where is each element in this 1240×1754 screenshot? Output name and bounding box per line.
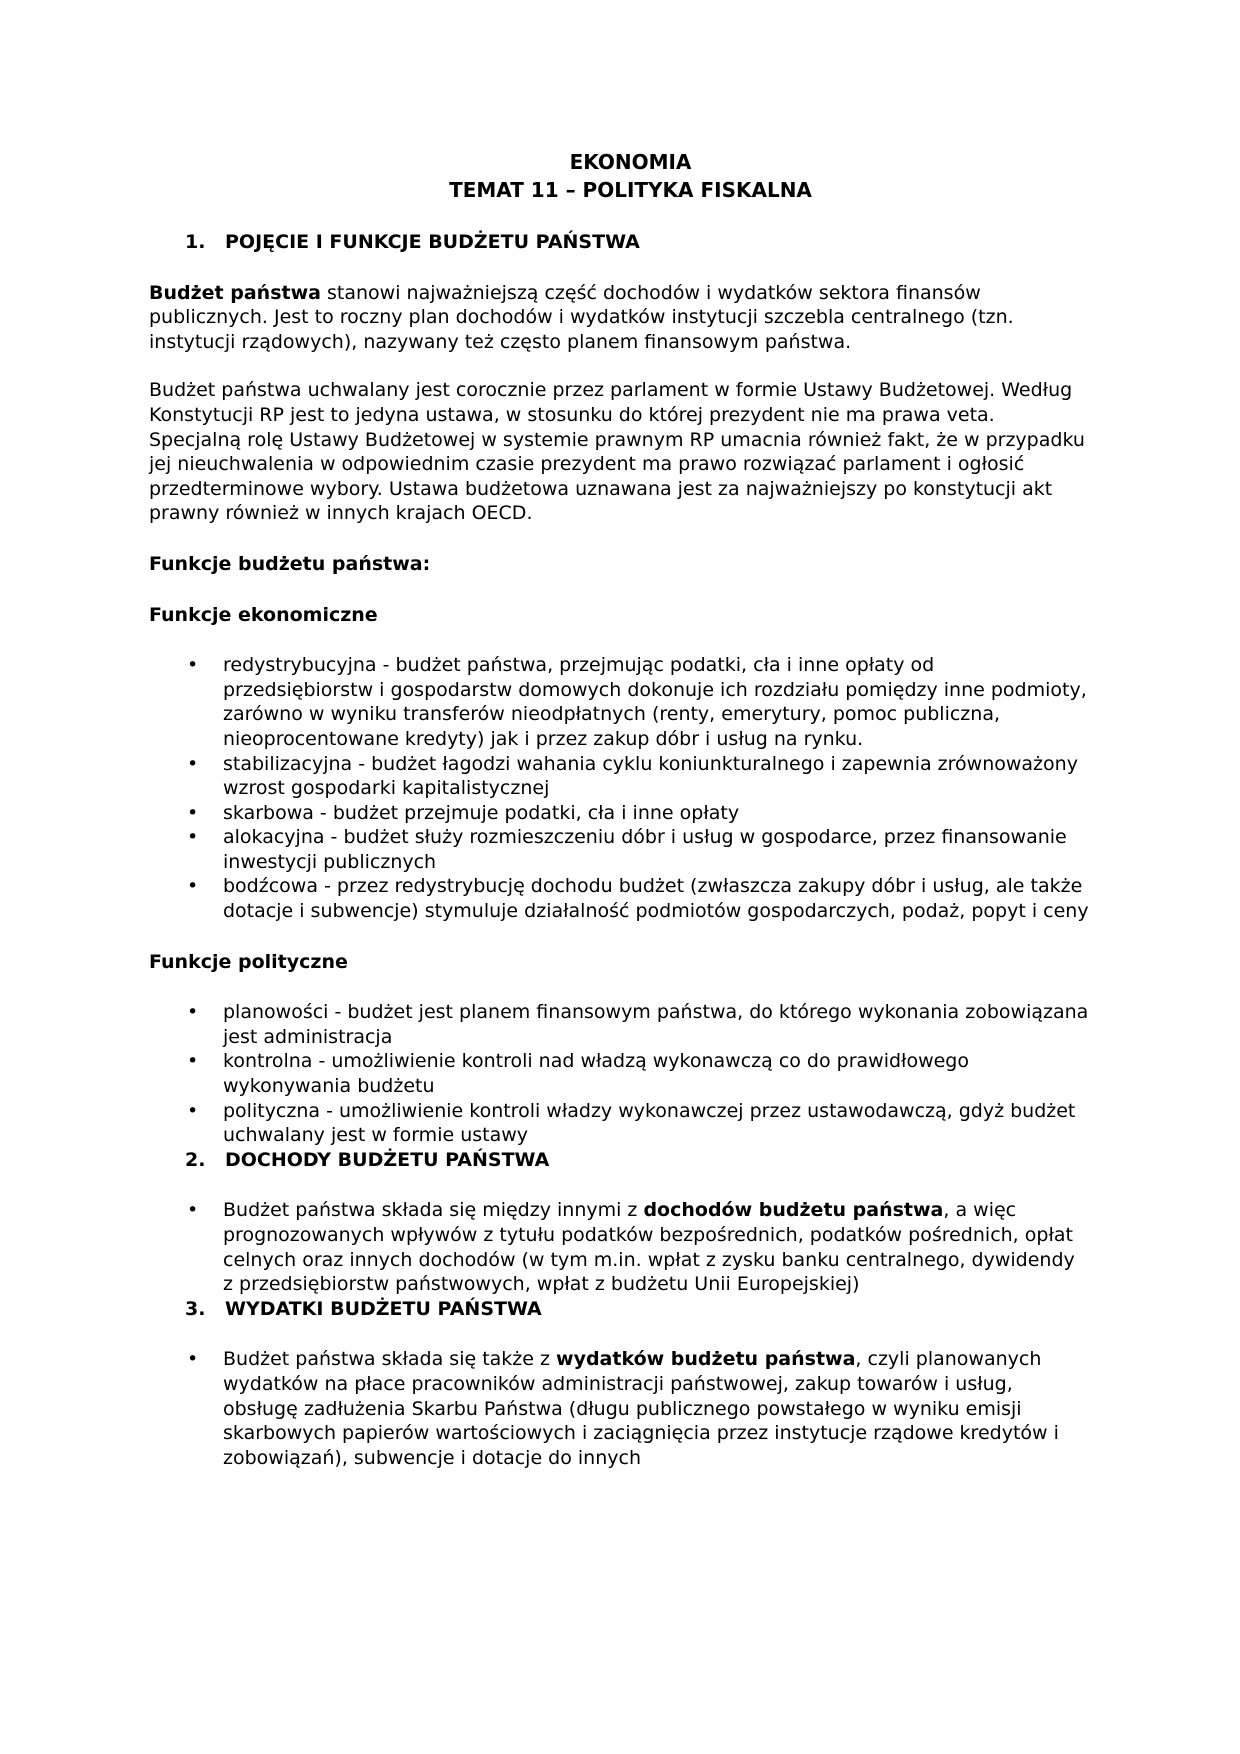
term-dochody-budzetu: dochodów budżetu państwa — [643, 1199, 944, 1222]
economic-functions-heading: Funkcje ekonomiczne — [149, 603, 378, 626]
list-item: • polityczna - umożliwienie kontroli władzy wykonawczej przez ustawodawczą, gdyż budżet uchwalany jest w formie ustawy — [149, 1099, 1090, 1148]
title-block — [171, 148, 1090, 204]
political-functions-list — [149, 1000, 1090, 1148]
expenditure-list — [149, 1347, 1090, 1470]
document-title: EKONOMIA — [569, 150, 692, 174]
revenue-item-pre: Budżet państwa składa się między innymi z — [223, 1199, 644, 1222]
document-subtitle: TEMAT 11 – POLITYKA FISKALNA — [449, 178, 812, 202]
section-3-title: WYDATKI BUDŻETU PAŃSTWA — [225, 1297, 542, 1320]
section-1-title: POJĘCIE I FUNKCJE BUDŻETU PAŃSTWA — [225, 231, 640, 253]
list-item: • alokacyjna - budżet służy rozmieszczeniu dóbr i usług w gospodarce, przez finansowanie inwestycji publicznych — [149, 825, 1090, 874]
list-item: • kontrolna - umożliwienie kontroli nad władzą wykonawczą co do prawidłowego wykonywania budżetu — [149, 1049, 1090, 1098]
political-functions-heading: Funkcje polityczne — [149, 950, 348, 973]
expenditure-item-pre: Budżet państwa składa się także z — [223, 1348, 557, 1371]
section-3-heading — [149, 1297, 1090, 1322]
term-wydatki-budzetu: wydatków budżetu państwa — [556, 1348, 856, 1371]
expenditure-item-post: , czyli planowanych wydatków na płace pracowników administracji państwowej, zakup towarów i usług, obsługę zadłużenia Skarbu Państwa (długu publicznego powstałego w wyniku emisji skarbowych papierów wartościowych i zaciągnięcia przez instytucje rządowe kredytów i zobowiązań), subwencje i dotacje do innych — [223, 1348, 1059, 1469]
list-item — [149, 1198, 1090, 1296]
economic-functions-list — [149, 653, 1090, 924]
paragraph-budget-definition-text: stanowi najważniejszą część dochodów i wydatków sektora finansów publicznych. Jest to roczny plan dochodów i wydatków instytucji szczebla centralnego (tzn. instytucji rządowych), nazywany też często planem finansowym państwa. — [149, 281, 1014, 353]
list-item: • redystrybucyjna - budżet państwa, przejmując podatki, cła i inne opłaty od przedsiębiorstw i gospodarstw domowych dokonuje ich rozdziału pomiędzy inne podmioty, zarówno w wyniku transferów nieodpłatnych (renty, emerytury, pomoc publiczna, nieoprocentowane kredyty) jak i przez zakup dóbr i usług na rynku. — [149, 653, 1090, 751]
term-budzet-panstwa: Budżet państwa — [149, 281, 321, 304]
functions-heading: Funkcje budżetu państwa: — [149, 552, 431, 575]
section-1-number: 1. — [185, 231, 206, 253]
section-2-number: 2. — [185, 1148, 206, 1171]
list-item: • skarbowa - budżet przejmuje podatki, cła i inne opłaty — [149, 801, 1090, 826]
section-1-heading — [149, 230, 1090, 255]
paragraph-budget-law: Budżet państwa uchwalany jest corocznie przez parlament w formie Ustawy Budżetowej. Według Konstytucji RP jest to jedyna ustawa, w stosunku do której prezydent nie ma prawa veta. Specjalną rolę Ustawy Budżetowej w systemie prawnym RP umacnia również fakt, że w przypadku jej nieuchwalenia w odpowiednim czasie prezydent ma prawo rozwiązać parlament i ogłosić przedterminowe wybory. Ustawa budżetowa uznawana jest za najważniejszy po konstytucji akt prawny również w innych krajach OECD. — [149, 379, 1085, 525]
revenue-item-post: , a więc prognozowanych wpływów z tytułu podatków bezpośrednich, podatków pośrednich, opłat celnych oraz innych dochodów (w tym m.in. wpłat z zysku banku centralnego, dywidendy z przedsiębiorstw państwowych, wpłat z budżetu Unii Europejskiej) — [223, 1199, 1075, 1296]
section-2-title: DOCHODY BUDŻETU PAŃSTWA — [225, 1148, 550, 1171]
list-item — [149, 1347, 1090, 1470]
list-item: • planowości - budżet jest planem finansowym państwa, do którego wykonania zobowiązana jest administracja — [149, 1000, 1090, 1049]
section-2-heading — [149, 1148, 1090, 1173]
paragraph-budget-definition — [149, 281, 1090, 355]
list-item: • stabilizacyjna - budżet łagodzi wahania cyklu koniunkturalnego i zapewnia zrównoważony wzrost gospodarki kapitalistycznej — [149, 752, 1090, 801]
section-3-number: 3. — [185, 1297, 206, 1320]
list-item: • bodźcowa - przez redystrybucję dochodu budżet (zwłaszcza zakupy dóbr i usług, ale także dotacje i subwencje) stymuluje działalność podmiotów gospodarczych, podaż, popyt i ceny — [149, 874, 1090, 923]
revenue-list — [149, 1198, 1090, 1296]
